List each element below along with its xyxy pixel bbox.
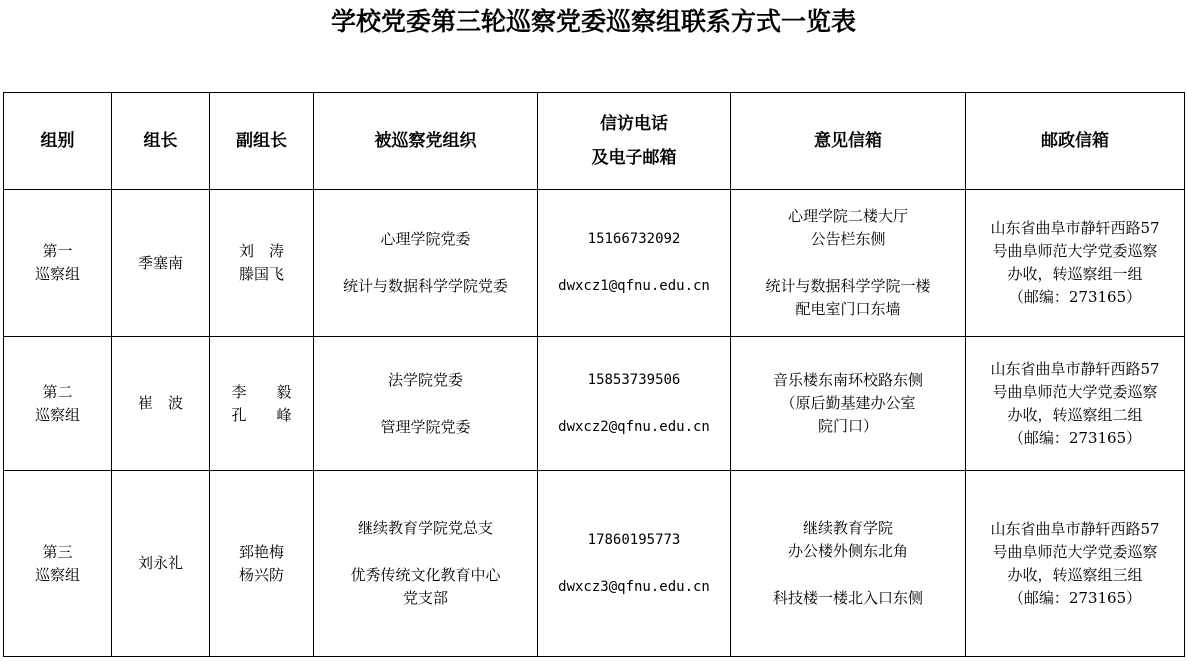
phone-number: 15166732092 <box>587 231 681 247</box>
email-address: dwxcz2@qfnu.edu.cn <box>558 418 710 435</box>
leader-name: 刘永礼 <box>137 554 183 572</box>
postal-line: 山东省曲阜市静轩西路57 <box>990 219 1160 237</box>
group-line: 第三 <box>42 542 73 561</box>
group-line: 巡察组 <box>34 265 80 283</box>
postal-line: 号曲阜师范大学党委巡察 <box>992 542 1158 561</box>
header-postal: 邮政信箱 <box>966 93 1185 190</box>
box-location: （原后勤基建办公室 <box>780 394 916 412</box>
box-location: 办公楼外侧东北角 <box>787 542 908 560</box>
postal-line: （邮编：273165） <box>1008 588 1142 607</box>
table-row <box>4 337 1185 471</box>
box-location: 科技楼一楼北入口东侧 <box>772 589 923 607</box>
table-row <box>4 471 1185 657</box>
postal-line: （邮编：273165） <box>1008 288 1142 306</box>
cell-postal <box>966 190 1185 337</box>
cell-deputy <box>210 337 314 471</box>
cell-leader <box>112 337 210 471</box>
deputy-name: 滕国飞 <box>238 265 284 283</box>
box-location: 心理学院二楼大厅 <box>787 207 908 225</box>
postal-line: 山东省曲阜市静轩西路57 <box>990 519 1160 538</box>
postal-line: （邮编：273165） <box>1008 428 1142 447</box>
header-deputy: 副组长 <box>210 93 314 190</box>
cell-contact <box>538 337 731 471</box>
phone-number: 17860195773 <box>587 531 681 548</box>
header-contact-line1: 信访电话 <box>600 114 668 134</box>
org-name: 党支部 <box>402 589 448 607</box>
phone-number: 15853739506 <box>587 371 681 388</box>
deputy-name: 杨兴防 <box>238 565 284 584</box>
header-group: 组别 <box>4 93 112 190</box>
cell-leader <box>112 190 210 337</box>
postal-line: 号曲阜师范大学党委巡察 <box>992 242 1158 260</box>
cell-contact <box>538 471 731 657</box>
group-line: 第一 <box>42 242 73 260</box>
table-header-row <box>4 93 1185 190</box>
cell-postal <box>966 471 1185 657</box>
cell-box <box>731 337 966 471</box>
box-location: 院门口） <box>817 417 878 435</box>
header-leader: 组长 <box>112 93 210 190</box>
cell-postal <box>966 337 1185 471</box>
org-name: 法学院党委 <box>387 370 463 389</box>
deputy-name: 刘 涛 <box>238 242 284 260</box>
leader-name: 崔 波 <box>137 394 183 412</box>
box-location: 继续教育学院 <box>802 519 893 537</box>
cell-leader <box>112 471 210 657</box>
header-contact-line2: 及电子邮箱 <box>591 148 677 168</box>
contact-table <box>3 92 1185 657</box>
cell-org <box>314 190 538 337</box>
org-name: 优秀传统文化教育中心 <box>350 566 501 584</box>
header-contact <box>538 93 731 190</box>
cell-group <box>4 471 112 657</box>
email-address: dwxcz3@qfnu.edu.cn <box>558 578 710 595</box>
cell-group <box>4 337 112 471</box>
postal-line: 山东省曲阜市静轩西路57 <box>990 359 1160 378</box>
box-location: 配电室门口东墙 <box>795 300 901 318</box>
cell-org <box>314 471 538 657</box>
postal-line: 办收，转巡察组一组 <box>1007 265 1143 283</box>
postal-line: 办收，转巡察组三组 <box>1007 565 1143 584</box>
postal-line: 办收，转巡察组二组 <box>1007 405 1143 424</box>
group-line: 巡察组 <box>34 565 80 584</box>
header-org: 被巡察党组织 <box>314 93 538 190</box>
deputy-name: 孔 峰 <box>231 405 292 424</box>
org-name: 统计与数据科学学院党委 <box>342 277 508 295</box>
cell-group <box>4 190 112 337</box>
cell-box <box>731 471 966 657</box>
email-address: dwxcz1@qfnu.edu.cn <box>558 278 710 294</box>
table-row <box>4 190 1185 337</box>
box-location: 统计与数据科学学院一楼 <box>765 277 931 295</box>
deputy-name: 郅艳梅 <box>238 542 284 561</box>
deputy-name: 李 毅 <box>231 382 292 401</box>
group-line: 第二 <box>42 382 73 401</box>
cell-box <box>731 190 966 337</box>
box-location: 公告栏东侧 <box>810 230 886 248</box>
header-box: 意见信箱 <box>731 93 966 190</box>
org-name: 管理学院党委 <box>380 417 471 436</box>
group-line: 巡察组 <box>34 405 80 424</box>
box-location: 音乐楼东南环校路东侧 <box>772 371 923 389</box>
org-name: 心理学院党委 <box>380 230 471 248</box>
page-title: 学校党委第三轮巡察党委巡察组联系方式一览表 <box>330 7 856 36</box>
postal-line: 号曲阜师范大学党委巡察 <box>992 382 1158 401</box>
org-name: 继续教育学院党总支 <box>357 519 493 537</box>
cell-org <box>314 337 538 471</box>
cell-contact <box>538 190 731 337</box>
cell-deputy <box>210 190 314 337</box>
leader-name: 季塞南 <box>137 253 183 272</box>
cell-deputy <box>210 471 314 657</box>
